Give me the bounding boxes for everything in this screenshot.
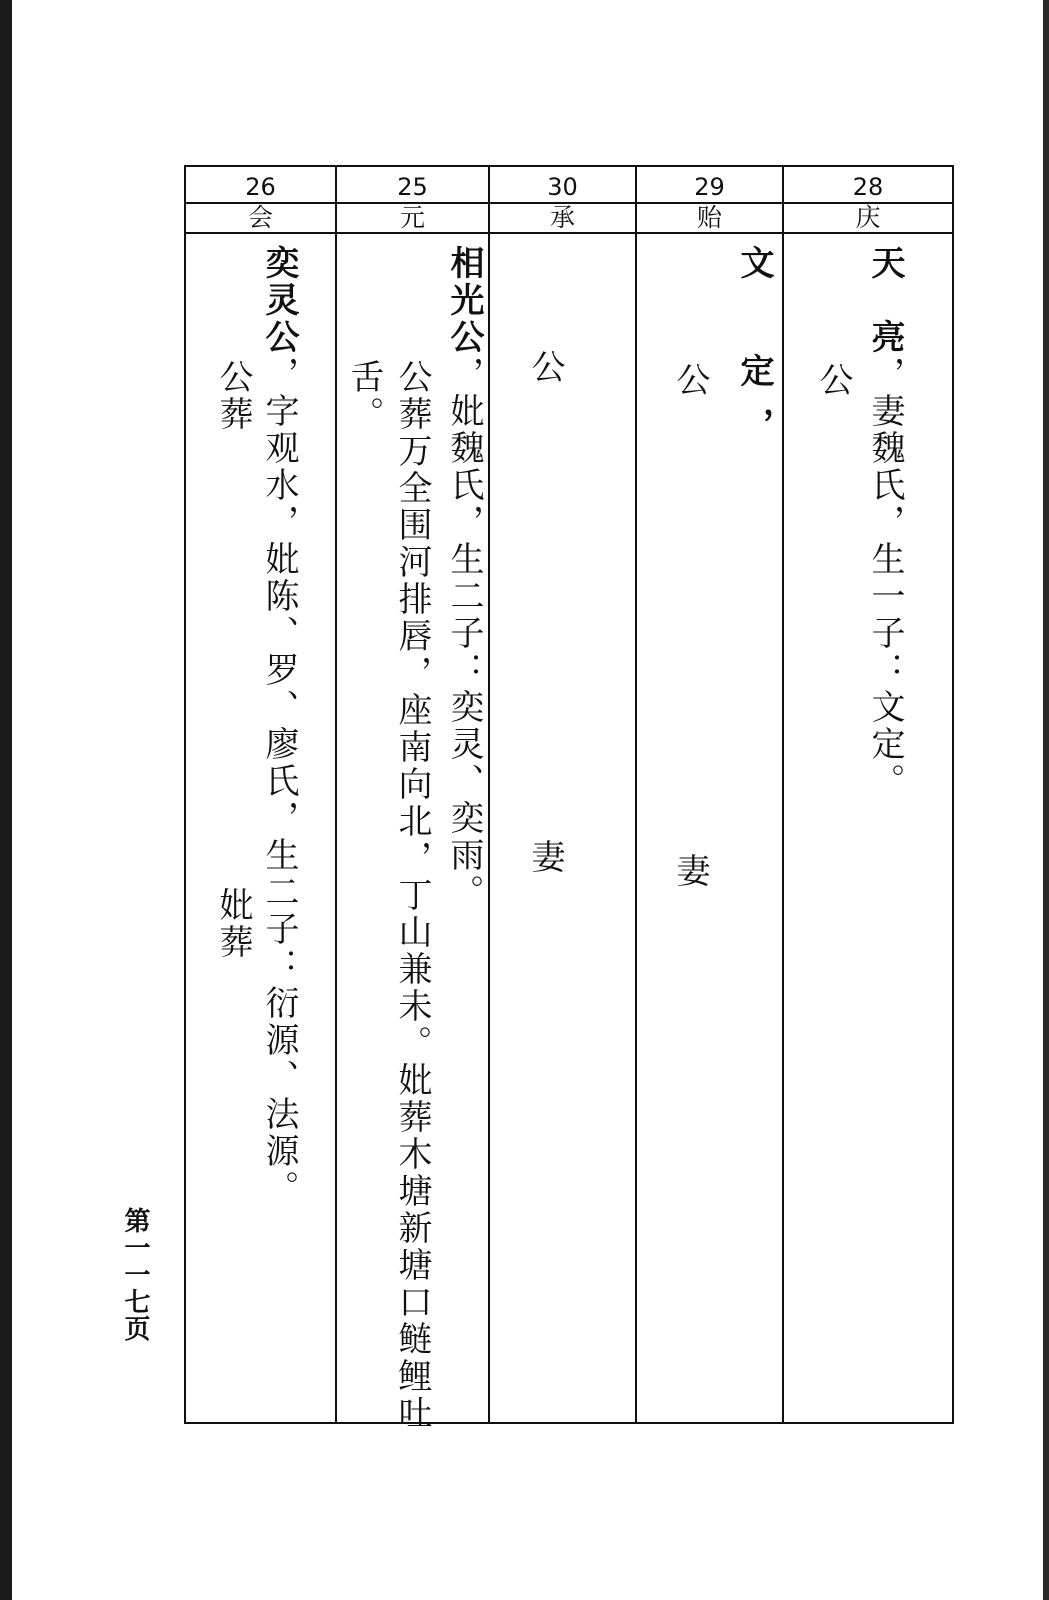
column-gen-28 <box>782 167 952 1422</box>
burial-text: 公葬万全围河排唇，座南向北，丁山兼未。妣葬木塘新塘口鲢鲤吐 <box>392 359 432 1432</box>
genealogy-table <box>184 165 954 1432</box>
page-number: 第一一七页 <box>120 1207 150 1342</box>
generation-number: 29 <box>637 167 782 204</box>
burial-text-continued: 舌。 <box>344 359 384 433</box>
generation-character: 庆 <box>784 204 952 234</box>
column-gen-25 <box>335 167 488 1432</box>
person-name: 文 定 <box>734 245 774 407</box>
column-gen-29 <box>635 167 782 1422</box>
qi-label: 妻 <box>670 853 710 890</box>
generation-number: 28 <box>784 167 952 204</box>
record-main-line <box>441 245 487 911</box>
gong-label: 公 <box>813 362 853 399</box>
gong-label: 公 <box>525 349 565 386</box>
generation-character: 承 <box>490 204 635 234</box>
generation-character: 会 <box>186 204 335 234</box>
record-text: ， <box>734 407 774 461</box>
record-text: ，妻魏氏，生一子：文定。 <box>865 356 905 800</box>
generation-character: 元 <box>337 204 488 234</box>
column-gen-26 <box>186 167 335 1422</box>
column-gen-30 <box>488 167 635 1422</box>
generation-number: 25 <box>337 167 488 204</box>
record-main-line <box>256 245 302 1207</box>
person-name: 奕灵公 <box>259 245 299 356</box>
generation-number: 26 <box>186 167 335 204</box>
person-name: 天 亮 <box>865 245 905 356</box>
generation-number: 30 <box>490 167 635 204</box>
scan-left-edge <box>0 0 12 1600</box>
gong-label: 公 <box>670 362 710 399</box>
record-text: ，字观水，妣陈、罗、廖氏，生二子：衍源、法源。 <box>259 356 299 1207</box>
qi-label: 妻 <box>525 839 565 876</box>
record-text: ，妣魏氏，生二子：奕灵、奕雨。 <box>444 356 484 911</box>
scan-right-edge <box>1043 0 1049 1600</box>
generation-character: 贻 <box>637 204 782 234</box>
burial-gong-text: 公葬 <box>213 359 253 433</box>
record-main-line <box>731 245 777 461</box>
record-main-line <box>862 245 908 800</box>
person-name: 相光公 <box>444 245 484 356</box>
burial-bi-text: 妣葬 <box>213 887 253 961</box>
